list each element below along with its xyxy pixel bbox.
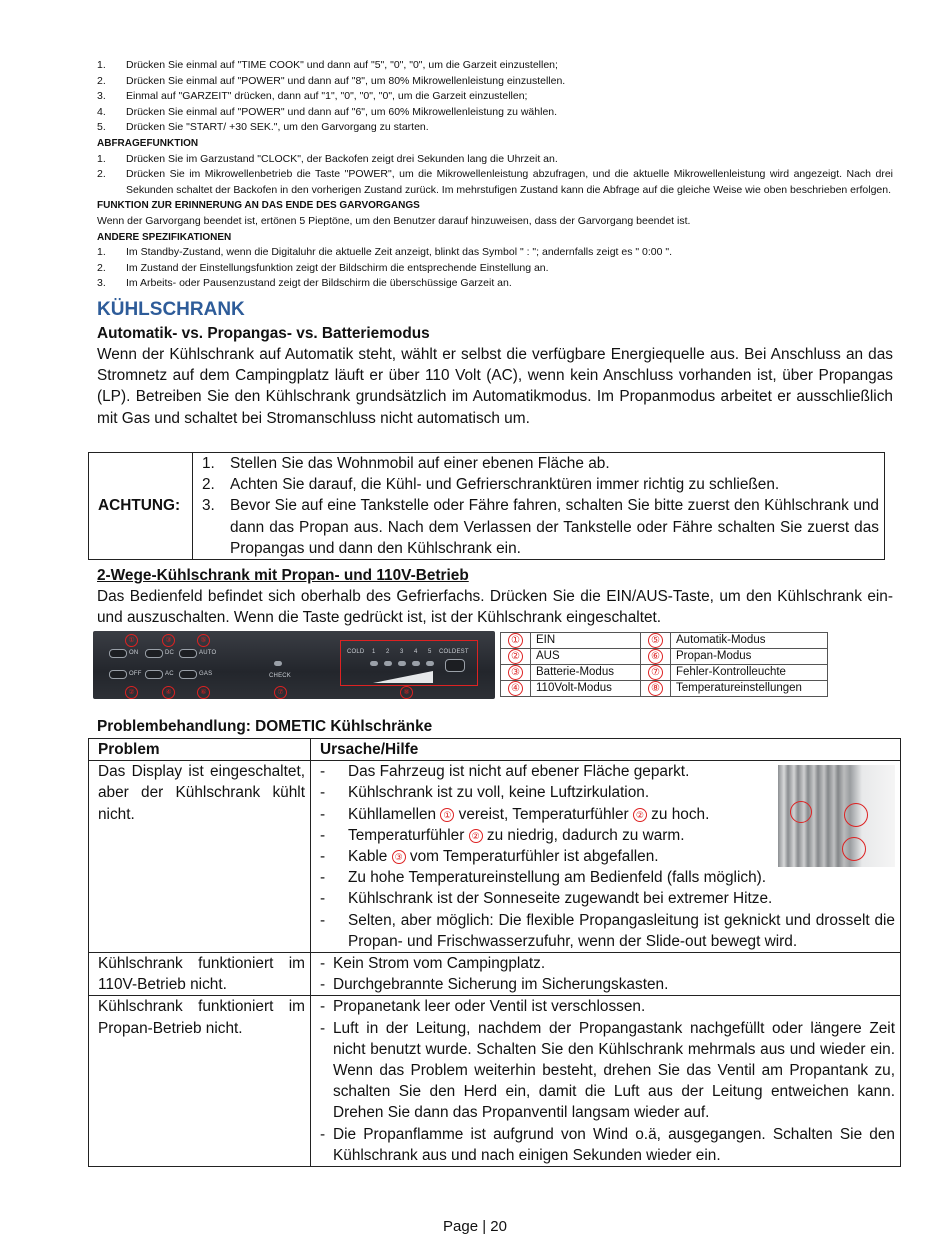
legend-num: ⑥ bbox=[648, 649, 663, 664]
marker-1: ① bbox=[440, 808, 454, 822]
level-1-label: 1 bbox=[372, 649, 376, 655]
list-item: 3. Im Arbeits- oder Pausenzustand zeigt der Bildschirm die überschüssige Garzeit an. bbox=[97, 277, 512, 290]
fridge-interior-photo bbox=[778, 765, 895, 867]
column-header-cause: Ursache/Hilfe bbox=[311, 739, 901, 761]
cause-cell bbox=[311, 761, 901, 953]
list-item: - Selten, aber möglich: Die flexible Propangasleitung ist geknickt und drosselt die Propan- und Frischwasserzufuhr, wenn der Slide-out bewegt wird. bbox=[320, 911, 895, 950]
list-item: 2. Drücken Sie einmal auf "POWER" und dann auf "8", um 80% Mikrowellenleistung einzustellen. bbox=[97, 74, 566, 87]
dc-button bbox=[145, 649, 163, 658]
legend-label: Temperatureinstellungen bbox=[671, 681, 828, 697]
legend-num: ④ bbox=[508, 681, 523, 696]
dc-label: DC bbox=[165, 650, 175, 656]
mode-text: Wenn der Kühlschrank auf Automatik steht, wählt er selbst die verfügbare Energiequelle aus. Bei Anschluss an das Stromnetz auf dem Campingplatz läuft er über 110 Volt (AC), wenn kein Anschluss vorhanden ist, über Propangas (LP). Betreiben Sie den Kühlschrank grundsätzlich im Automatikmodus. Im Propanmodus arbeitet er ausschließlich mit Gas und schaltet bei Stromanschluss nicht automatisch um. bbox=[97, 345, 893, 427]
level-led bbox=[384, 661, 392, 666]
andere-list bbox=[97, 245, 893, 292]
abfrage-heading: ABFRAGEFUNKTION bbox=[97, 137, 199, 149]
list-item: 1. Stellen Sie das Wohnmobil auf einer ebenen Fläche ab. bbox=[202, 455, 610, 472]
mode-heading: Automatik- vs. Propangas- vs. Batteriemodus bbox=[97, 324, 430, 342]
microwave-steps-list bbox=[97, 58, 893, 136]
table-row bbox=[89, 996, 901, 1167]
legend-label: Fehler-Kontrolleuchte bbox=[671, 665, 828, 681]
legend-num: ⑧ bbox=[648, 681, 663, 696]
twoway-section bbox=[97, 565, 893, 628]
ac-label: AC bbox=[165, 671, 174, 677]
level-3-label: 3 bbox=[400, 649, 404, 655]
legend-row bbox=[501, 665, 828, 681]
list-item: 4. Drücken Sie einmal auf "POWER" und dann auf "6", um 60% Mikrowellenleistung zu wählen. bbox=[97, 105, 558, 118]
andere-heading: ANDERE SPEZIFIKATIONEN bbox=[97, 231, 232, 243]
gas-label: GAS bbox=[199, 671, 213, 677]
panel-legend bbox=[500, 632, 828, 697]
cause-cell bbox=[311, 953, 901, 996]
problem-cell: Kühlschrank funktioniert im Propan-Betrieb nicht. bbox=[89, 996, 311, 1167]
level-led bbox=[398, 661, 406, 666]
marker-6: ⑥ bbox=[197, 686, 210, 699]
marker-2: ② bbox=[469, 829, 483, 843]
photo-marker-circle bbox=[790, 801, 812, 823]
check-led bbox=[274, 661, 282, 666]
gas-button bbox=[179, 670, 197, 679]
level-2-label: 2 bbox=[386, 649, 390, 655]
page-footer: Page | 20 bbox=[443, 1218, 507, 1235]
list-item: 3. Einmal auf "GARZEIT" drücken, dann auf "1", "0", "0", "0", um die Garzeit einzustellen; bbox=[97, 90, 528, 103]
erinnerung-heading: FUNKTION ZUR ERINNERUNG AN DAS ENDE DES GARVORGANGS bbox=[97, 200, 420, 212]
check-label: CHECK bbox=[269, 673, 292, 679]
marker-5: ⑤ bbox=[197, 634, 210, 647]
level-led bbox=[412, 661, 420, 666]
legend-label: 110Volt-Modus bbox=[531, 681, 641, 697]
list-item: - Durchgebrannte Sicherung im Sicherungskasten. bbox=[320, 976, 669, 994]
coldest-button bbox=[445, 659, 465, 672]
photo-marker-circle bbox=[844, 803, 868, 827]
legend-label: Automatik-Modus bbox=[671, 633, 828, 649]
twoway-heading: 2-Wege-Kühlschrank mit Propan- und 110V-Betrieb bbox=[97, 567, 469, 584]
legend-num: ③ bbox=[508, 665, 523, 680]
table-row bbox=[89, 953, 901, 996]
legend-row bbox=[501, 649, 828, 665]
section-title: KÜHLSCHRANK bbox=[97, 298, 245, 320]
trouble-table bbox=[88, 738, 901, 1167]
marker-3: ③ bbox=[162, 634, 175, 647]
legend-label: Batterie-Modus bbox=[531, 665, 641, 681]
coldest-label: COLDEST bbox=[439, 649, 469, 655]
legend-num: ⑤ bbox=[648, 633, 663, 648]
column-header-problem: Problem bbox=[89, 739, 311, 761]
legend-label: AUS bbox=[531, 649, 641, 665]
off-label: OFF bbox=[129, 671, 142, 677]
problem-cell: Das Display ist eingeschaltet, aber der Kühlschrank kühlt nicht. bbox=[89, 761, 311, 953]
twoway-text: Das Bedienfeld befindet sich oberhalb des Gefrierfachs. Drücken Sie die EIN/AUS-Taste, um den Kühlschrank ein- und auszuschalten. Wenn die Taste gedrückt ist, ist der Kühlschrank eingeschaltet. bbox=[97, 588, 893, 627]
marker-2: ② bbox=[125, 686, 138, 699]
list-item: 5. Drücken Sie "START/ +30 SEK.", um den Garvorgang zu starten. bbox=[97, 121, 429, 134]
list-item: - Temperaturfühler ② zu niedrig, dadurch zu warm. bbox=[320, 826, 685, 844]
cause-cell bbox=[311, 996, 901, 1167]
list-item: 2. Im Zustand der Einstellungsfunktion zeigt der Bildschirm die entsprechende Einstellung an. bbox=[97, 261, 549, 274]
marker-8: ⑧ bbox=[400, 686, 413, 699]
achtung-label: ACHTUNG: bbox=[89, 453, 193, 560]
problem-cell: Kühlschrank funktioniert im 110V-Betrieb nicht. bbox=[89, 953, 311, 996]
achtung-items bbox=[193, 453, 885, 560]
legend-label: EIN bbox=[531, 633, 641, 649]
achtung-box bbox=[88, 452, 885, 560]
temperature-wedge bbox=[373, 671, 433, 683]
auto-button bbox=[179, 649, 197, 658]
level-5-label: 5 bbox=[428, 649, 432, 655]
trouble-heading: Problembehandlung: DOMETIC Kühlschränke bbox=[97, 718, 433, 735]
list-item: 1. Drücken Sie einmal auf "TIME COOK" und dann auf "5", "0", "0", um die Garzeit einzustellen; bbox=[97, 59, 558, 71]
list-item: 1. Im Standby-Zustand, wenn die Digitaluhr die aktuelle Zeit anzeigt, blinkt das Symbol " : "; andernfalls zeigt es " 0:00 ". bbox=[97, 246, 673, 259]
list-item: - Die Propanflamme ist aufgrund von Wind o.ä, ausgegangen. Schalten Sie den Kühlschrank aus und nach einigen Sekunden wieder ein. bbox=[320, 1125, 895, 1164]
list-item: - Luft in der Leitung, nachdem der Propangastank nachgefüllt oder längere Zeit nicht benutzt wurde. Schalten Sie den Kühlschrank mehrmals aus und wieder ein. Wenn das Problem weiterhin besteht, drehen Sie das Ventil am Propantank zu, schalten Sie den Herd ein, damit die Luft aus der Leitung entweichen kann. Drehen Sie dann das Propanventil langsam wieder auf. bbox=[320, 1019, 895, 1122]
list-item: 1. Drücken Sie im Garzustand "CLOCK", der Backofen zeigt drei Sekunden lang die Uhrzeit an. bbox=[97, 152, 558, 165]
legend-num: ② bbox=[508, 649, 523, 664]
marker-7: ⑦ bbox=[274, 686, 287, 699]
marker-2: ② bbox=[633, 808, 647, 822]
erinnerung-text: Wenn der Garvorgang beendet ist, ertönen 5 Pieptöne, um den Benutzer darauf hinzuweisen, dass der Garvorgang beendet ist. bbox=[97, 214, 691, 227]
control-panel-photo bbox=[93, 631, 495, 699]
table-row bbox=[89, 761, 901, 953]
marker-1: ① bbox=[125, 634, 138, 647]
table-header-row bbox=[89, 739, 901, 761]
legend-num: ⑦ bbox=[648, 665, 663, 680]
marker-3: ③ bbox=[392, 850, 406, 864]
list-item: - Das Fahrzeug ist nicht auf ebener Fläche geparkt. bbox=[320, 763, 690, 781]
legend-row bbox=[501, 681, 828, 697]
on-button bbox=[109, 649, 127, 658]
level-led bbox=[370, 661, 378, 666]
cold-label: COLD bbox=[347, 649, 365, 655]
list-item: - Kein Strom vom Campingplatz. bbox=[320, 955, 546, 973]
marker-4: ④ bbox=[162, 686, 175, 699]
list-item: 2. Drücken Sie im Mikrowellenbetrieb die Taste "POWER", um die Mikrowellenleistung abzufragen, und die aktuelle Mikrowellenleistung wird angezeigt. Nach drei Sekunden schaltet der Backofen in den vorherigen Zustand zurück. Im mehrstufigen Zustand kann die Abfrage auf die gleiche Weise wie oben beschrieben erfolgen. bbox=[97, 168, 893, 196]
list-item: - Kable ③ vom Temperaturfühler ist abgefallen. bbox=[320, 848, 659, 866]
list-item: - Zu hohe Temperatureinstellung am Bedienfeld (falls möglich). bbox=[320, 869, 767, 887]
list-item: 2. Achten Sie darauf, die Kühl- und Gefrierschranktüren immer richtig zu schließen. bbox=[202, 476, 780, 494]
document-page bbox=[97, 58, 893, 429]
level-led bbox=[426, 661, 434, 666]
ac-button bbox=[145, 670, 163, 679]
legend-label: Propan-Modus bbox=[671, 649, 828, 665]
list-item: - Kühlschrank ist zu voll, keine Luftzirkulation. bbox=[320, 784, 650, 802]
auto-label: AUTO bbox=[199, 650, 217, 656]
list-item: - Kühlschrank ist der Sonneseite zugewandt bei extremer Hitze. bbox=[320, 890, 773, 908]
off-button bbox=[109, 670, 127, 679]
list-item: 3. Bevor Sie auf eine Tankstelle oder Fähre fahren, schalten Sie bitte zuerst den Kühlschrank und dann das Propan aus. Nach dem Verlassen der Tankstelle oder Fähre schalten Sie zuerst das Propangas und dann den Kühlschrank ein. bbox=[202, 497, 879, 557]
list-item: - Kühllamellen ① vereist, Temperaturfühler ② zu hoch. bbox=[320, 805, 710, 823]
abfrage-list bbox=[97, 152, 893, 199]
legend-num: ① bbox=[508, 633, 523, 648]
list-item: - Propanetank leer oder Ventil ist verschlossen. bbox=[320, 998, 646, 1016]
photo-marker-circle bbox=[842, 837, 866, 861]
on-label: ON bbox=[129, 650, 139, 656]
legend-row bbox=[501, 633, 828, 649]
level-4-label: 4 bbox=[414, 649, 418, 655]
